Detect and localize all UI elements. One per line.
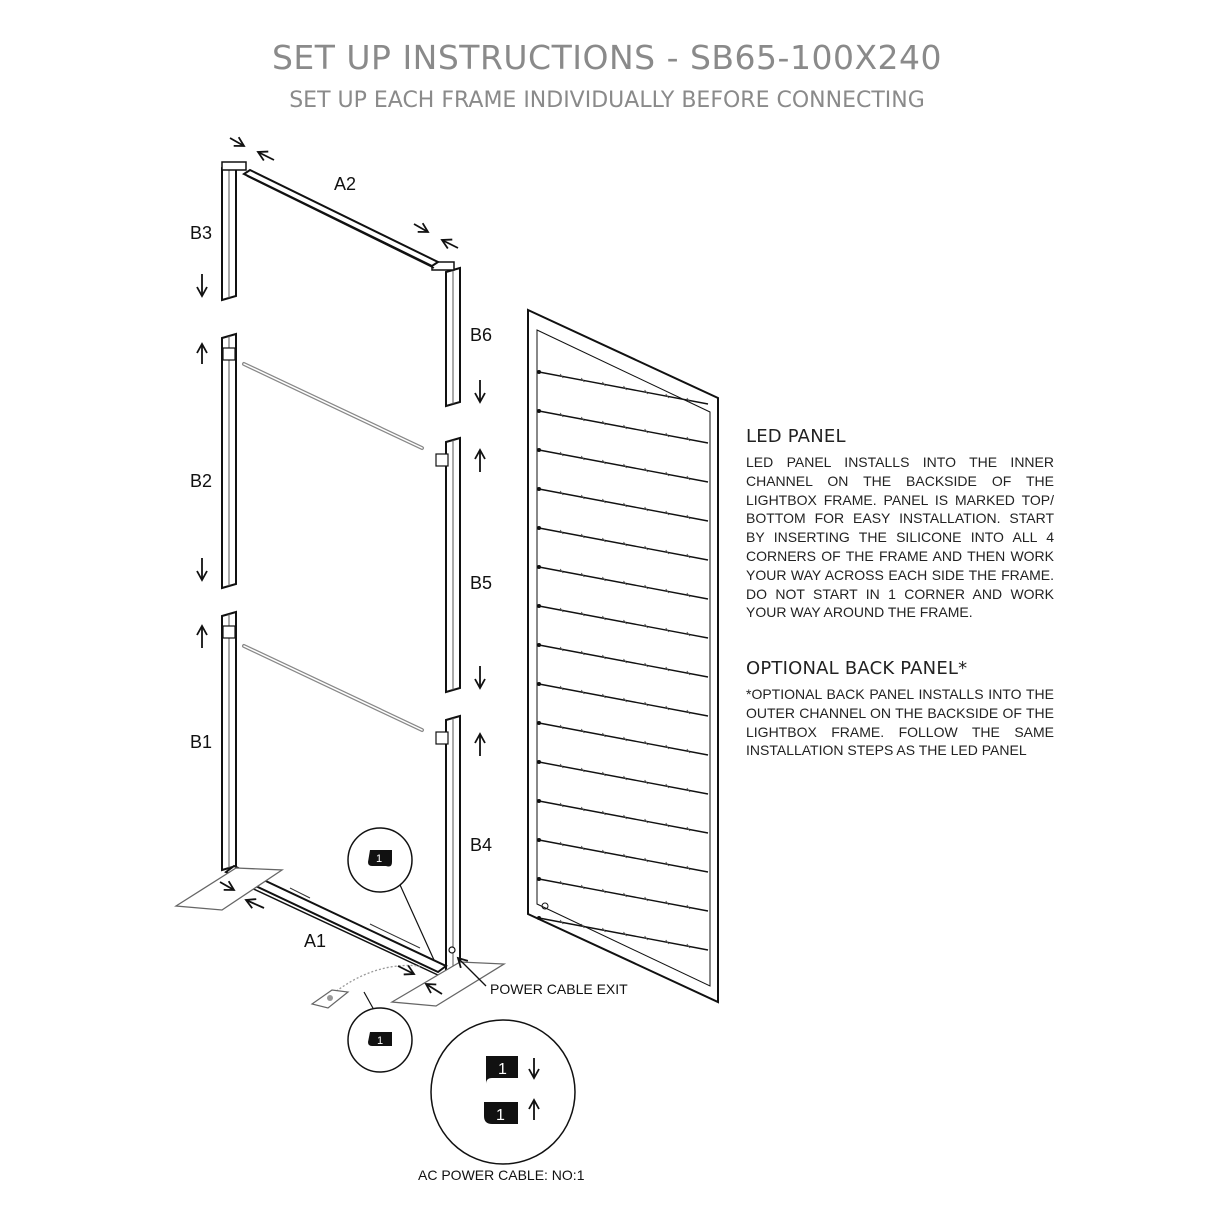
label-a2: A2 [334,174,357,194]
upright-b6 [432,262,460,406]
upright-b4 [436,716,460,994]
ac-cable-detail [431,1020,575,1164]
label-b3: B3 [190,223,213,243]
label-b1: B1 [190,732,213,752]
led-strip-end [537,721,541,725]
led-strip-end [537,448,541,452]
led-strip-end [537,799,541,803]
label-b5: B5 [470,573,493,593]
ac-tag-top: 1 [498,1061,507,1078]
led-strip-end [537,526,541,530]
detail-circle-lower [348,992,412,1072]
led-strip-end [537,409,541,413]
led-strip-end [537,682,541,686]
upright-b1 [222,612,236,870]
back-panel-section [746,658,1054,760]
led-strip-end [537,370,541,374]
power-cable-exit-label: POWER CABLE EXIT [490,981,628,997]
upright-b5 [436,438,460,692]
led-panel-heading: LED PANEL [746,426,846,447]
led-strip-end [537,487,541,491]
led-strip-end [537,643,541,647]
label-b2: B2 [190,471,213,491]
led-panel-body: LED PANEL INSTALLS INTO THE INNER CHANNEL ON THE BACKSIDE OF THE LIGHTBOX FRAME. PANEL IS MARKED TOP/ BOTTOM FOR EASY INSTALLATION. START BY INSERTING THE SILICONE INTO ALL 4 CORNERS OF THE FRAME AND THEN WORK YOUR WAY ACROSS EACH SIDE THE FRAME. DO NOT START IN 1 CORNER AND WORK YOUR WAY AROUND THE FRAME. [746,454,1054,621]
label-b6: B6 [470,325,493,345]
page-title: SET UP INSTRUCTIONS - SB65-100X240 [271,38,943,77]
ac-tag-bottom: 1 [496,1107,505,1124]
led-strip-end [537,877,541,881]
led-panel-section [746,426,1054,622]
label-b4: B4 [470,835,493,855]
cable-tag-upper: 1 [376,853,383,865]
upright-b3 [222,162,246,300]
led-strip-end [537,565,541,569]
cable-tag-lower: 1 [377,1035,384,1047]
label-a1: A1 [304,931,327,951]
led-strip-end [537,604,541,608]
page-subtitle: SET UP EACH FRAME INDIVIDUALLY BEFORE CONNECTING [289,88,925,113]
foot-right [392,962,504,1006]
back-panel-heading: OPTIONAL BACK PANEL* [746,658,968,679]
led-strip-end [537,838,541,842]
led-strip-end [537,916,541,920]
upright-b2 [222,334,236,588]
led-strip-end [537,760,541,764]
ac-power-cable-label: AC POWER CABLE: NO:1 [418,1167,585,1183]
back-panel-body: *OPTIONAL BACK PANEL INSTALLS INTO THE OUTER CHANNEL ON THE BACKSIDE OF THE LIGHTBOX FRAME. FOLLOW THE SAME INSTALLATION STEPS AS THE LED PANEL [746,686,1054,759]
